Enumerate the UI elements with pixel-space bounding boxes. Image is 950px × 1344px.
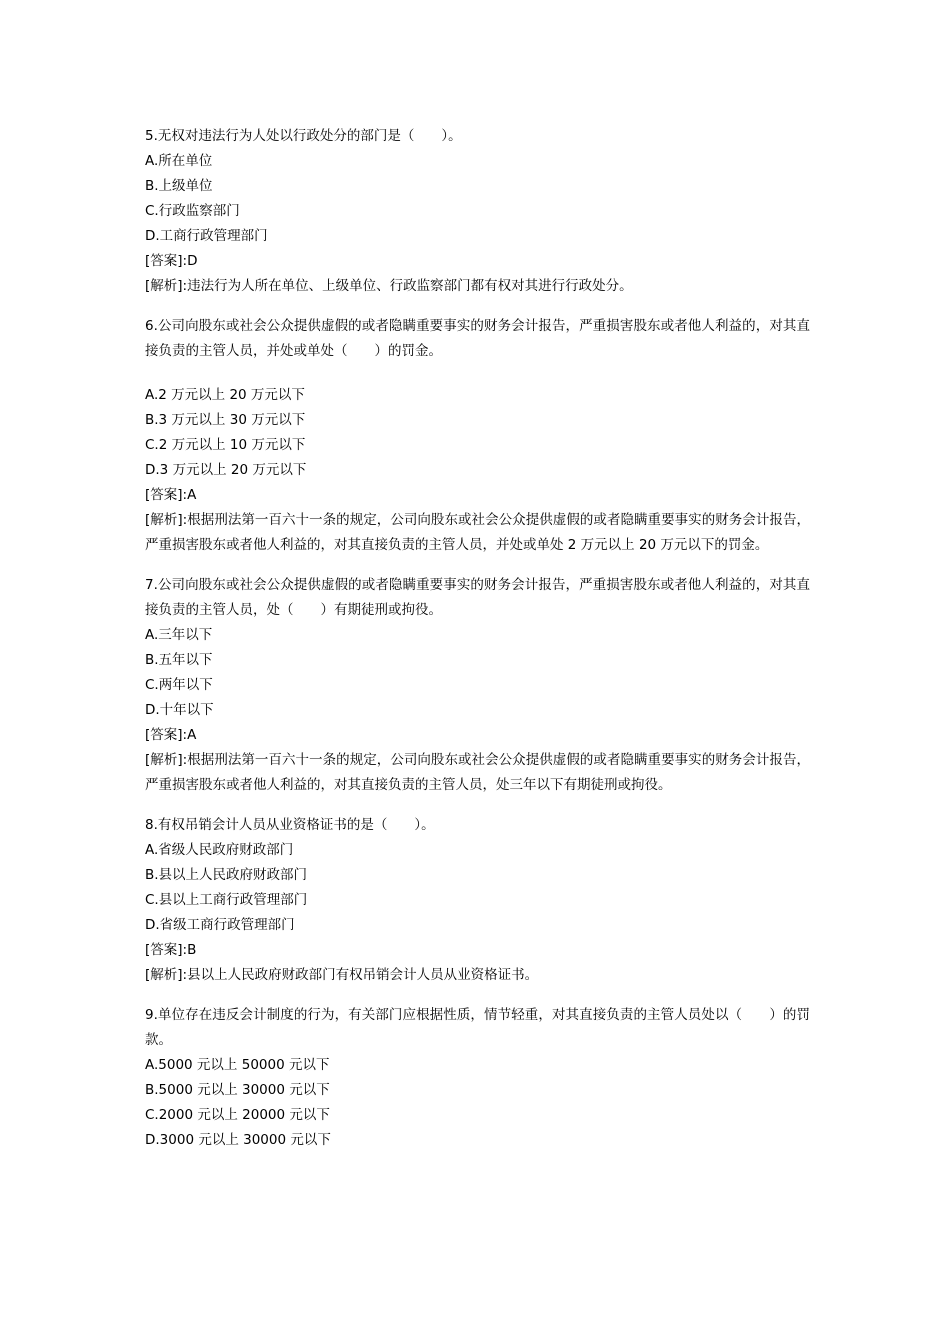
- answer: [答案]:B: [145, 942, 197, 958]
- analysis: [解析]:县以上人民政府财政部门有权吊销会计人员从业资格证书。: [145, 967, 539, 983]
- answer: [答案]:A: [145, 727, 197, 743]
- answer: [答案]:A: [145, 487, 197, 503]
- option-c: C.县以上工商行政管理部门: [145, 892, 308, 908]
- option-b: B.上级单位: [145, 178, 213, 194]
- option-c: C.两年以下: [145, 677, 213, 693]
- question-spacer: [145, 798, 810, 813]
- option-a: A.所在单位: [145, 153, 213, 169]
- question-stem: 5.无权对违法行为人处以行政处分的部门是（ ）。: [145, 128, 462, 144]
- question-spacer: [145, 988, 810, 1003]
- question-6: [145, 314, 810, 558]
- option-b: B.3 万元以上 30 万元以下: [145, 412, 306, 428]
- option-d: D.3000 元以上 30000 元以下: [145, 1132, 331, 1148]
- question-stem: 7.公司向股东或社会公众提供虚假的或者隐瞒重要事实的财务会计报告，严重损害股东或者他人利益的，对其直接负责的主管人员，处（ ）有期徒刑或拘役。: [145, 577, 810, 618]
- option-c: C.2 万元以上 10 万元以下: [145, 437, 306, 453]
- option-a: A.三年以下: [145, 627, 213, 643]
- option-a: A.2 万元以上 20 万元以下: [145, 387, 305, 403]
- option-b: B.县以上人民政府财政部门: [145, 867, 308, 883]
- question-spacer: [145, 299, 810, 314]
- option-a: A.省级人民政府财政部门: [145, 842, 294, 858]
- option-d: D.3 万元以上 20 万元以下: [145, 462, 307, 478]
- question-8: [145, 813, 810, 988]
- option-b: B.5000 元以上 30000 元以下: [145, 1082, 330, 1098]
- document-page: [145, 124, 810, 1153]
- question-stem: 8.有权吊销会计人员从业资格证书的是（ ）。: [145, 817, 435, 833]
- option-b: B.五年以下: [145, 652, 213, 668]
- analysis: [解析]:根据刑法第一百六十一条的规定，公司向股东或社会公众提供虚假的或者隐瞒重要事实的财务会计报告，严重损害股东或者他人利益的，对其直接负责的主管人员，处三年以下有期徒刑或拘役。: [145, 752, 810, 793]
- analysis: [解析]:根据刑法第一百六十一条的规定，公司向股东或社会公众提供虚假的或者隐瞒重要事实的财务会计报告，严重损害股东或者他人利益的，对其直接负责的主管人员，并处或单处 2 万元以上 20 万元以下的罚金。: [145, 512, 810, 553]
- question-5: [145, 124, 810, 299]
- question-spacer: [145, 558, 810, 573]
- question-stem: 6.公司向股东或社会公众提供虚假的或者隐瞒重要事实的财务会计报告，严重损害股东或者他人利益的，对其直接负责的主管人员，并处或单处（ ）的罚金。: [145, 318, 810, 359]
- option-d: D.省级工商行政管理部门: [145, 917, 295, 933]
- stem-spacer: [145, 364, 810, 383]
- option-c: C.2000 元以上 20000 元以下: [145, 1107, 330, 1123]
- option-d: D.工商行政管理部门: [145, 228, 268, 244]
- question-9: [145, 1003, 810, 1153]
- question-stem: 9.单位存在违反会计制度的行为，有关部门应根据性质，情节轻重，对其直接负责的主管人员处以（ ）的罚款。: [145, 1007, 810, 1048]
- option-d: D.十年以下: [145, 702, 214, 718]
- analysis: [解析]:违法行为人所在单位、上级单位、行政监察部门都有权对其进行行政处分。: [145, 278, 633, 294]
- answer: [答案]:D: [145, 253, 198, 269]
- option-c: C.行政监察部门: [145, 203, 240, 219]
- question-7: [145, 573, 810, 798]
- option-a: A.5000 元以上 50000 元以下: [145, 1057, 330, 1073]
